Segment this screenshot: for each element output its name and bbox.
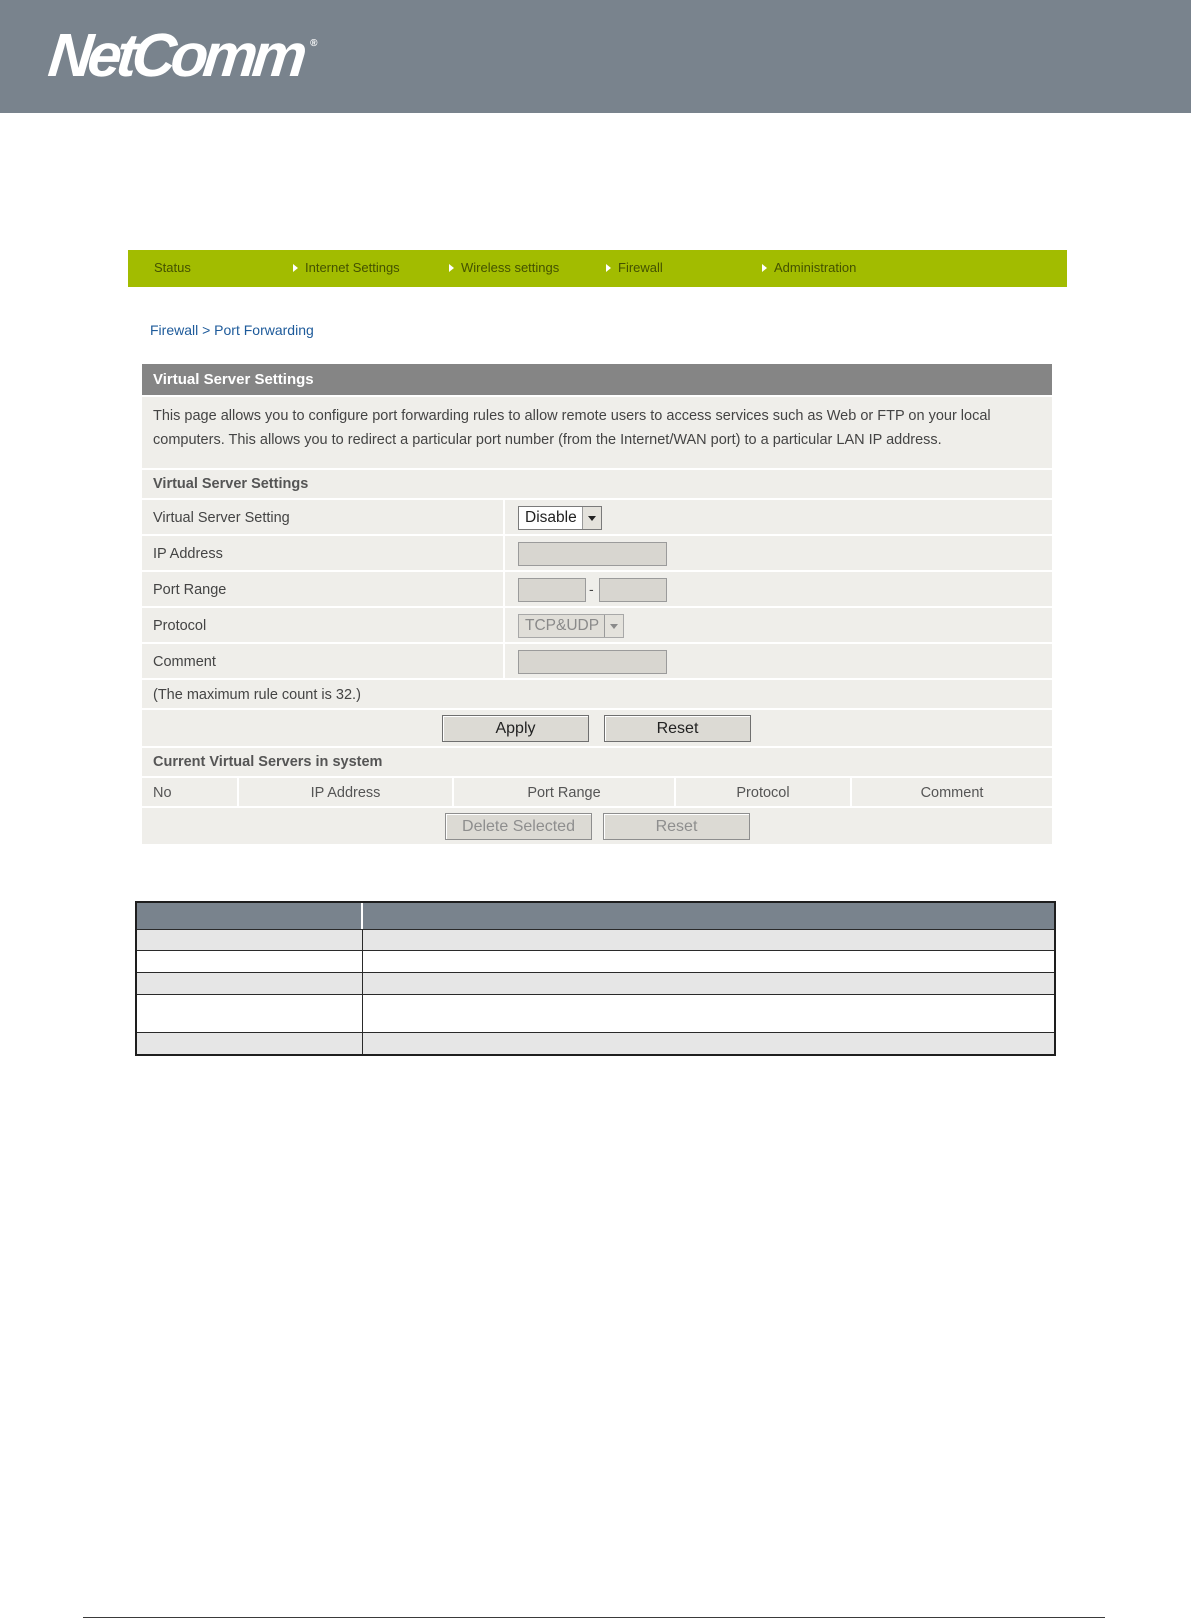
field-control — [505, 500, 1052, 534]
reset-list-button[interactable]: Reset — [603, 813, 750, 840]
table-cell — [137, 951, 363, 972]
nav-item-label: Internet Settings — [305, 260, 400, 275]
select-value: TCP&UDP — [525, 617, 600, 634]
column-header-no: No — [142, 778, 239, 806]
column-header-comment: Comment — [920, 785, 984, 801]
chevron-down-icon[interactable] — [582, 507, 601, 529]
column-header-port-range: Port Range — [454, 778, 676, 806]
triangle-right-icon — [293, 264, 298, 272]
field-control — [505, 536, 1052, 570]
table-cell — [137, 930, 363, 950]
table-header-cell — [363, 903, 1054, 929]
table-row — [137, 950, 1054, 972]
port-range-to-input[interactable] — [599, 578, 667, 602]
port-range-separator: - — [589, 581, 594, 597]
nav-item-internet-settings[interactable] — [293, 250, 400, 287]
registered-mark: ® — [310, 38, 318, 49]
apply-button[interactable]: Apply — [442, 715, 589, 742]
nav-item-status[interactable] — [154, 250, 191, 287]
apply-reset-row — [142, 708, 1052, 746]
port-range-from-input[interactable] — [518, 578, 586, 602]
column-header-protocol: Protocol — [676, 778, 852, 806]
table-cell — [363, 1033, 1054, 1054]
table-cell — [137, 995, 363, 1032]
nav-item-label: Wireless settings — [461, 260, 560, 275]
field-label: Comment — [142, 644, 505, 678]
panel-description: This page allows you to configure port forwarding rules to allow remote users to access services such as Web or FTP on your local computers. This allows you to redirect a particular port number (from the Internet/WAN port) to a particular LAN IP address. — [142, 395, 1052, 468]
netcomm-logo — [45, 21, 318, 89]
servers-table-header — [142, 776, 1052, 806]
table-header-cell — [137, 903, 363, 929]
field-label: IP Address — [142, 536, 505, 570]
nav-item-label: Administration — [774, 260, 857, 275]
field-control — [505, 644, 1052, 678]
nav-item-administration[interactable] — [762, 250, 856, 287]
logo-wordmark: NetComm — [45, 21, 306, 89]
ip-address-row — [142, 534, 1052, 570]
table-cell — [363, 973, 1054, 994]
nav-item-wireless-settings[interactable] — [449, 250, 559, 287]
triangle-right-icon — [606, 264, 611, 272]
protocol-row — [142, 606, 1052, 642]
comment-row — [142, 642, 1052, 678]
table-cell — [137, 1033, 363, 1054]
protocol-select[interactable] — [518, 614, 624, 638]
port-range-row — [142, 570, 1052, 606]
table-cell — [363, 930, 1054, 950]
nav-item-label: Status — [154, 260, 191, 275]
max-rule-note: (The maximum rule count is 32.) — [142, 678, 1052, 708]
main-nav-bar — [128, 250, 1067, 287]
table-row — [137, 1032, 1054, 1054]
column-header-ip-address: IP Address — [239, 778, 454, 806]
delete-selected-button[interactable]: Delete Selected — [445, 813, 592, 840]
reset-button[interactable]: Reset — [604, 715, 751, 742]
table-cell — [363, 995, 1054, 1032]
table-cell — [137, 973, 363, 994]
delete-reset-row — [142, 806, 1052, 844]
field-label: Protocol — [142, 608, 505, 642]
current-servers-heading: Current Virtual Servers in system — [142, 746, 1052, 776]
select-value: Disable — [525, 509, 577, 526]
breadcrumb[interactable]: Firewall > Port Forwarding — [150, 322, 314, 338]
virtual-server-panel — [142, 364, 1052, 844]
header-band — [0, 0, 1191, 113]
chevron-down-icon[interactable] — [604, 615, 623, 637]
section-heading: Virtual Server Settings — [142, 468, 1052, 498]
field-label: Virtual Server Setting — [142, 500, 505, 534]
table-header-row — [137, 903, 1054, 929]
comment-input[interactable] — [518, 650, 667, 674]
table-row — [137, 972, 1054, 994]
virtual-server-setting-row — [142, 498, 1052, 534]
field-label: Port Range — [142, 572, 505, 606]
panel-title: Virtual Server Settings — [142, 364, 1052, 395]
table-row — [137, 994, 1054, 1032]
parameter-table — [135, 901, 1056, 1056]
field-control — [505, 572, 1052, 606]
table-cell — [363, 951, 1054, 972]
virtual-server-setting-select[interactable] — [518, 506, 602, 530]
field-control — [505, 608, 1052, 642]
table-row — [137, 929, 1054, 950]
nav-item-label: Firewall — [618, 260, 663, 275]
nav-item-firewall[interactable] — [606, 250, 663, 287]
ip-address-input[interactable] — [518, 542, 667, 566]
triangle-right-icon — [449, 264, 454, 272]
triangle-right-icon — [762, 264, 767, 272]
